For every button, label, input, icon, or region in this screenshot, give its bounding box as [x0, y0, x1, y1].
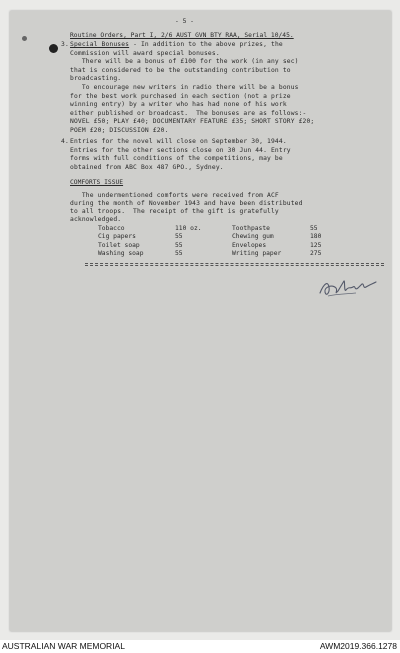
comfort-item-qty: 110 oz.	[175, 225, 202, 232]
archive-caption-bar	[0, 640, 400, 653]
para4-line: Entries for the other sections close on 30 Jun 44. Entry	[70, 146, 291, 154]
para4-number: 4.	[61, 138, 69, 145]
para3-line: that is considered to be the outstanding contribution to	[70, 66, 291, 74]
comfort-item-qty: 55	[175, 241, 183, 249]
punch-hole-small	[22, 36, 27, 41]
comfort-item-qty: 180	[310, 233, 322, 241]
para4-line: obtained from ABC Box 487 GPO., Sydney.	[70, 163, 224, 171]
comforts-title: COMFORTS ISSUE	[70, 179, 124, 186]
archive-reference: AWM2019.366.1278	[319, 641, 397, 651]
comfort-item-qty: 55	[175, 249, 183, 257]
para3-line: for the best work purchased in each section (not a prize	[70, 92, 291, 100]
para3-line: NOVEL £50; PLAY £40; DOCUMENTARY FEATURE £35; SHORT STORY £20;	[70, 118, 315, 126]
comfort-item-qty: 275	[310, 249, 322, 257]
comfort-item-qty: 125	[310, 241, 322, 249]
para3-line: There will be a bonus of £100 for the work (in any sec)	[70, 58, 299, 66]
comfort-item-name: Washing soap	[98, 249, 144, 257]
separator-rule	[85, 263, 384, 264]
comfort-item-name: Tobacco	[98, 225, 125, 232]
comfort-item-name: Envelopes	[232, 241, 267, 249]
comfort-item-name: Toilet soap	[98, 241, 140, 249]
para3-line: broadcasting.	[70, 75, 122, 83]
handwritten-signature	[316, 275, 380, 301]
separator-rule-2	[85, 265, 384, 266]
comfort-item-name: Writing paper	[232, 249, 282, 257]
comfort-item-qty: 55	[310, 225, 318, 232]
comfort-item-name: Toothpaste	[232, 225, 270, 232]
archive-name: AUSTRALIAN WAR MEMORIAL	[2, 641, 125, 651]
comfort-item-qty: 55	[175, 233, 183, 241]
header-line: Routine Orders, Part I, 2/6 AUST GVN BTY RAA, Serial 10/45.	[70, 32, 294, 39]
para3-number: 3.	[61, 41, 69, 48]
para3-line: POEM £20; DISCUSSION £20.	[70, 127, 169, 134]
punch-hole	[49, 44, 58, 53]
para3-title: Special Bonuses	[70, 41, 130, 48]
para3-line: Special Bonuses - In addition to the above prizes, the	[70, 41, 283, 48]
comforts-intro-line: to all troops. The receipt of the gift is gratefully	[70, 208, 279, 215]
para3-line: either published or broadcast. The bonuses are as follows:-	[70, 109, 307, 117]
para3-line: To encourage new writers in radio there will be a bonus	[70, 84, 299, 91]
comforts-intro-line: during the month of November 1943 and have been distributed	[70, 200, 303, 207]
para4-line: forms with full conditions of the competitions, may be	[70, 155, 283, 163]
document-page	[10, 11, 391, 631]
comforts-intro-line: The undermentioned comforts were received from ACF	[70, 192, 279, 199]
para4-line: Entries for the novel will close on September 30, 1944.	[70, 138, 287, 145]
page-number: - 5 -	[175, 18, 194, 25]
para3-line: winning entry) by a writer who has had none of his work	[70, 101, 287, 109]
para3-line: Commission will award special bonuses.	[70, 49, 220, 57]
comfort-item-name: Cig papers	[98, 233, 136, 241]
comforts-intro-line: acknowledged.	[70, 216, 122, 223]
comfort-item-name: Chewing gum	[232, 233, 274, 241]
